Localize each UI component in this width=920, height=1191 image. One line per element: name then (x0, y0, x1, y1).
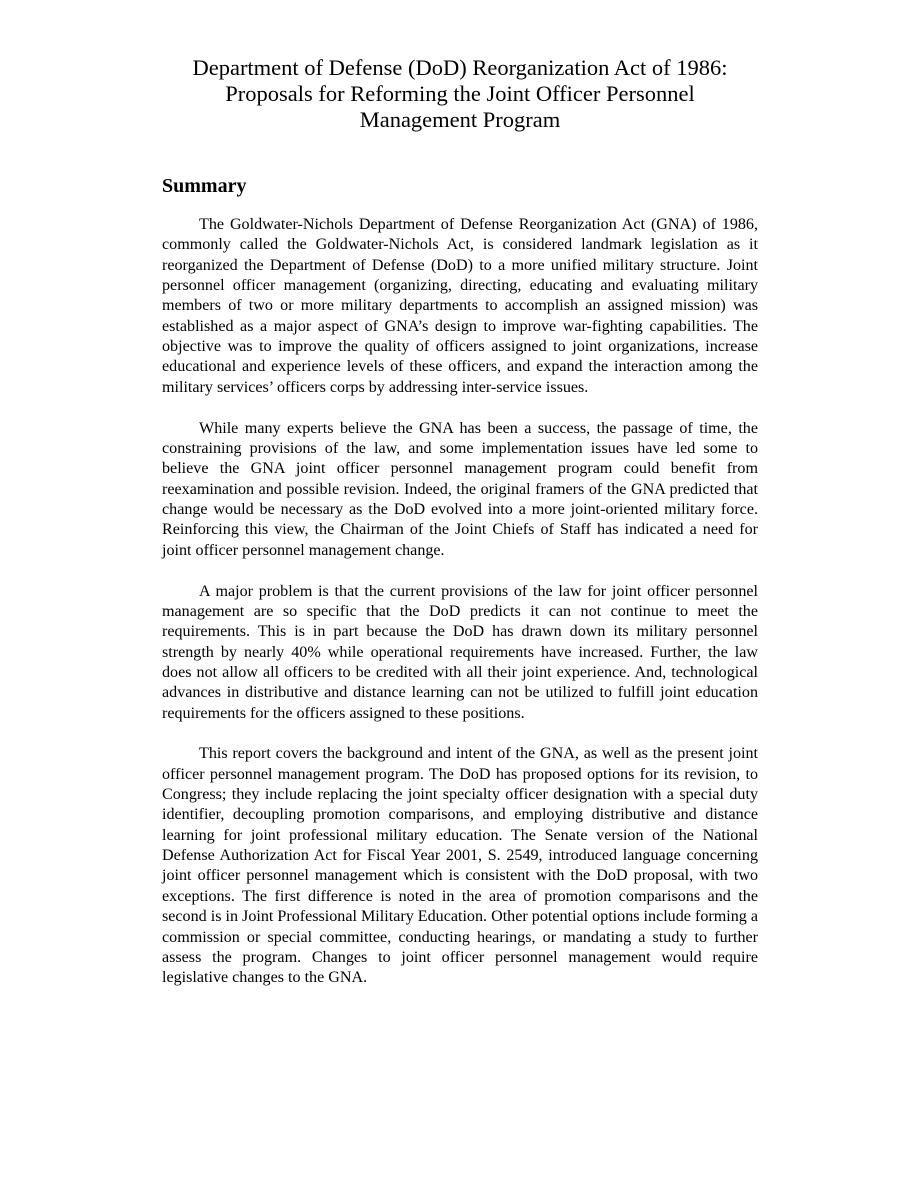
summary-paragraph: A major problem is that the current provisions of the law for joint officer personnel management are so specific that the DoD predicts it can not continue to meet the requirements. This is in part because the DoD has drawn down its military personnel strength by nearly 40% while operational requirements have increased. Further, the law does not allow all officers to be credited with all their joint experience. And, technological advances in distributive and distance learning can not be utilized to fulfill joint education requirements for the officers assigned to these positions. (162, 582, 758, 722)
title-line: Management Program (359, 107, 561, 132)
summary-heading: Summary (162, 175, 247, 197)
document-title (162, 55, 758, 133)
title-line: Proposals for Reforming the Joint Officer Personnel (225, 81, 695, 106)
summary-paragraph: The Goldwater-Nichols Department of Defense Reorganization Act (GNA) of 1986, commonly called the Goldwater-Nichols Act, is considered landmark legislation as it reorganized the Department of Defense (DoD) to a more unified military structure. Joint personnel officer management (organizing, directing, educating and evaluating military members of two or more military departments to accomplish an assigned mission) was established as a major aspect of GNA’s design to improve war-fighting capabilities. The objective was to improve the quality of officers assigned to joint organizations, increase educational and experience levels of these officers, and expand the interaction among the military services’ officers corps by addressing inter-service issues. (162, 216, 758, 396)
summary-paragraph: This report covers the background and intent of the GNA, as well as the present joint officer personnel management program. The DoD has proposed options for its revision, to Congress; they include replacing the joint specialty officer designation with a special duty identifier, decoupling promotion comparisons, and employing distributive and distance learning for joint professional military education. The Senate version of the National Defense Authorization Act for Fiscal Year 2001, S. 2549, introduced language concerning joint officer personnel management which is consistent with the DoD proposal, with two exceptions. The first difference is noted in the area of promotion comparisons and the second is in Joint Professional Military Education. Other potential options include forming a commission or special committee, conducting hearings, or mandating a study to further assess the program. Changes to joint officer personnel management would require legislative changes to the GNA. (162, 745, 758, 987)
title-line: Department of Defense (DoD) Reorganization Act of 1986: (192, 55, 728, 80)
summary-paragraph: While many experts believe the GNA has been a success, the passage of time, the constraining provisions of the law, and some implementation issues have led some to believe the GNA joint officer personnel management program could benefit from reexamination and possible revision. Indeed, the original framers of the GNA predicted that change would be necessary as the DoD evolved into a more joint-oriented military force. Reinforcing this view, the Chairman of the Joint Chiefs of Staff has indicated a need for joint officer personnel management change. (162, 419, 758, 559)
document-page (162, 55, 758, 989)
